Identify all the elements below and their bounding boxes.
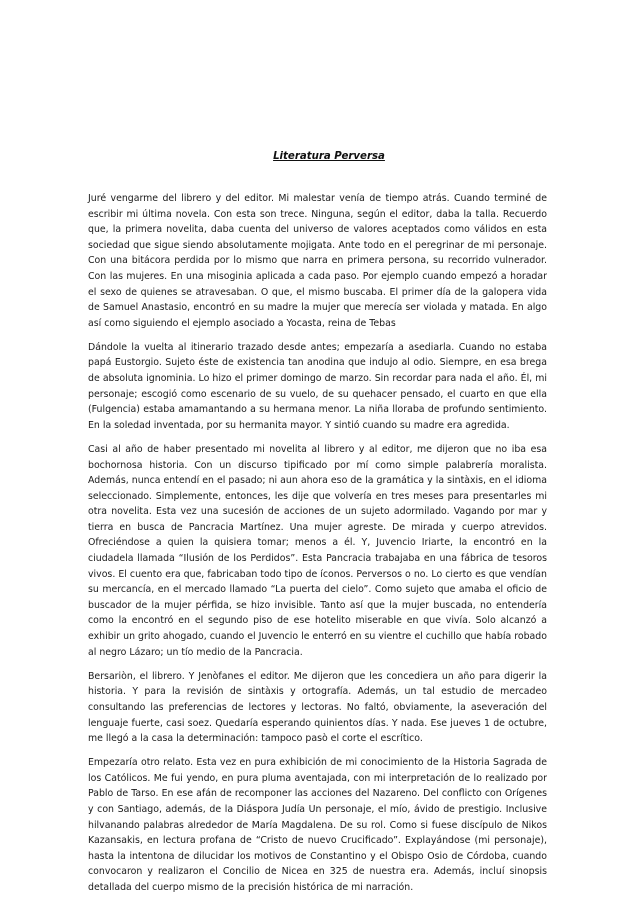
paragraph: Juré vengarme del librero y del editor. Mi malestar venía de tiempo atrás. Cuando terminé de escribir mi última novela. Con esta son trece. Ninguna, según el editor, daba la talla. Recuerdo que, la primera novelita, daba cuenta del universo de valores aceptados como válidos en esta sociedad que sigue siendo absolutamente mojigata. Ante todo en el peregrinar de mi personaje. Con una bitácora perdida por lo mismo que narra en primera persona, su recorrido vulnerador. Con las mujeres. En una misoginia aplicada a cada paso. Por ejemplo cuando empezó a horadar el sexo de quienes se atravesaban. O que, el mismo buscaba. El primer día de la galopera vida de Samuel Anastasio, encontró en su madre la mujer que merecía ser violada y matada. En algo así como siguiendo el ejemplo asociado a Yocasta, reina de Tebas (88, 193, 547, 329)
paragraph: Casi al año de haber presentado mi novelita al librero y al editor, me dijeron que no iba esa bochornosa historia. Con un discurso tipificado por mí como simple palabrería moralista. Además, nunca entendí en el pasado; ni aun ahora eso de la gramática y la sintàxis, en el idioma seleccionado. Simplemente, entonces, les dije que volvería en tres meses para presentarles mi otra novelita. Esta vez una sucesión de acciones de un sujeto adormilado. Vagando por mar y tierra en busca de Pancracia Martínez. Una mujer agreste. De mirada y cuerpo atrevidos. Ofreciéndose a quien la quisiera tomar; menos a él. Y, Juvencio Iriarte, la encontró en la ciudadela llamada “Ilusión de los Perdidos”. Esta Pancracia trabajaba en una fábrica de tesoros vivos. El cuento era que, fabricaban todo tipo de íconos. Perversos o no. Lo cierto es que vendían su mercancía, en el mercado llamado “La puerta del cielo”. Como sujeto que amaba el oficio de buscador de la mujer pérfida, se hizo invisible. Tanto así que la mujer buscada, no entendería como la encontró en el segundo piso de ese hotelito miserable en que vivía. Solo alcanzó a exhibir un grito ahogado, cuando el Juvencio le enterró en su vientre el cuchillo que había robado al negro Lázaro; un tío medio de la Pancracia. (88, 443, 547, 658)
document-body (88, 191, 547, 904)
paragraph: Empezaría otro relato. Esta vez en pura exhibición de mi conocimiento de la Historia Sagrada de los Católicos. Me fui yendo, en pura pluma aventajada, con mi interpretación de lo realizado por Pablo de Tarso. En ese afán de recomponer las acciones del Nazareno. Del conflicto con Orígenes y con Santiago, además, de la Diáspora Judía Un personaje, el mío, ávido de prestigio. Inclusive hilvanando palabras alrededor de María Magdalena. De su rol. Como si fuese discípulo de Nikos Kazansakis, en lectura profana de “Cristo de nuevo Crucificado”. Explayándose (mi personaje), hasta la intentona de dilucidar los motivos de Constantino y el Obispo Osio de Córdoba, cuando convocaron y realizaron el Concilio de Nicea en 325 de nuestra era. Además, incluí sinopsis detallada del cuerpo mismo de la precisión histórica de mi narración. (88, 757, 547, 893)
paragraph: Bersariòn, el librero. Y Jenòfanes el editor. Me dijeron que les concediera un año para digerir la historia. Y para la revisión de sintàxis y ortografía. Además, un tal estudio de mercadeo consultando las preferencias de lectores y lectoras. No faltó, obviamente, la aseveración del lenguaje fuerte, casi soez. Quedaría esperando quinientos días. Y nada. Ese jueves 1 de octubre, me llegó a la casa la determinación: tampoco pasò el corte el escrítico. (88, 670, 547, 745)
paragraph: Dándole la vuelta al itinerario trazado desde antes; empezaría a asediarla. Cuando no estaba papá Eustorgio. Sujeto éste de existencia tan anodina que indujo al odio. Siempre, en esa brega de absoluta ignominia. Lo hizo el primer domingo de marzo. Sin recordar para nada el año. Él, mi personaje; escogió como escenario de su vuelo, de su quehacer pensado, el cuarto en que ella (Fulgencia) estaba amamantando a su hermana menor. La niña lloraba de profundo sentimiento. En la soledad inventada, por su hermanita mayor. Y sintió cuando su madre era agredida. (88, 341, 547, 431)
document-title: Literatura Perversa (273, 151, 385, 162)
